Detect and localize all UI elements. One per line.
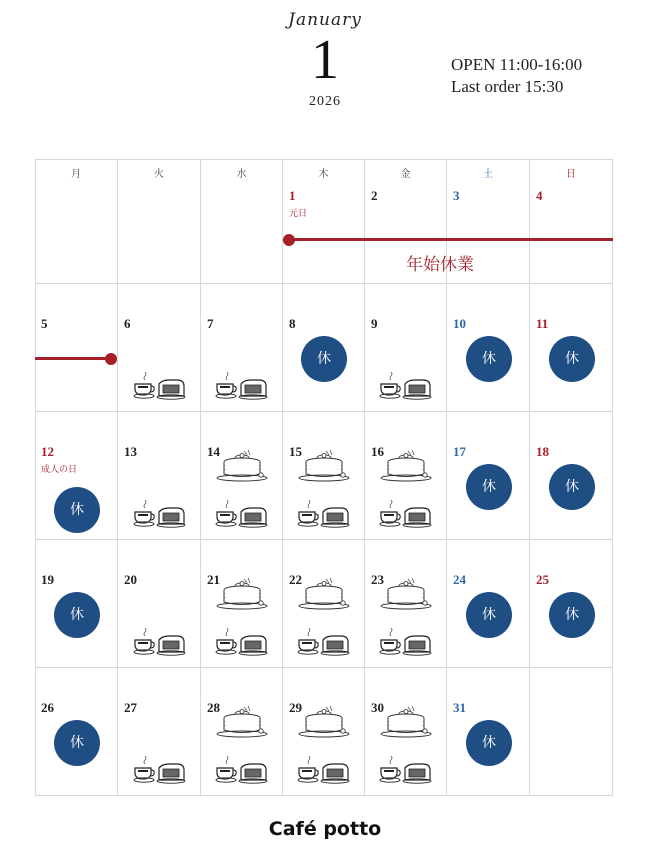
closed-badge: 休 [54,592,100,638]
coffee-toast-icon [379,498,433,532]
closure-end-dot [105,353,117,365]
empty-cell [118,159,201,284]
business-hours [451,54,582,98]
day-number: 3 [453,188,460,203]
day-cell-6 [118,284,201,412]
day-cell-31 [447,668,530,796]
closed-badge: 休 [466,464,512,510]
day-number: 27 [124,700,137,715]
day-cell-8 [283,284,365,412]
day-cell-28 [201,668,283,796]
day-number: 11 [536,316,549,331]
day-cell-20 [118,540,201,668]
day-cell-19 [35,540,118,668]
pancake-icon [297,448,351,486]
closed-badge: 休 [301,336,347,382]
day-cell-14 [201,412,283,540]
month-name: January [288,10,362,30]
day-number: 6 [124,316,131,331]
day-cell-27 [118,668,201,796]
day-number: 28 [207,700,220,715]
weekday-label: 金 [400,169,411,180]
pancake-icon [379,704,433,742]
coffee-toast-icon [133,370,187,404]
day-cell-18 [530,412,613,540]
day-cell-30 [365,668,447,796]
pancake-icon [215,448,269,486]
day-number: 21 [207,572,220,587]
day-cell-21 [201,540,283,668]
coffee-toast-icon [215,370,269,404]
day-cell-7 [201,284,283,412]
day-cell-25 [530,540,613,668]
coffee-toast-icon [133,498,187,532]
day-cell-13 [118,412,201,540]
pancake-icon [297,704,351,742]
day-cell-1 [283,159,365,284]
weekday-label: 日 [566,169,576,180]
weekday-label: 火 [154,169,164,180]
day-cell-29 [283,668,365,796]
day-number: 19 [41,572,54,587]
closed-badge: 休 [549,592,595,638]
day-number: 1 [289,188,296,203]
day-number: 8 [289,316,296,331]
closure-line-continued [35,357,111,360]
day-cell-4 [530,159,613,284]
day-cell-5 [35,284,118,412]
day-cell-24 [447,540,530,668]
holiday-name: 成人の日 [41,465,78,475]
month-number: 1 [311,29,339,91]
coffee-toast-icon [297,498,351,532]
day-cell-12 [35,412,118,540]
day-number: 12 [41,444,54,459]
closed-badge: 休 [54,487,100,533]
coffee-toast-icon [379,370,433,404]
day-number: 20 [124,572,137,587]
coffee-toast-icon [379,754,433,788]
day-number: 31 [453,700,466,715]
last-order: Last order 15:30 [451,77,564,96]
day-cell-11 [530,284,613,412]
day-number: 9 [371,316,378,331]
closure-label: 年始休業 [406,255,474,275]
day-number: 13 [124,444,137,459]
open-hours: OPEN 11:00-16:00 [451,55,583,74]
closed-badge: 休 [549,336,595,382]
day-number: 30 [371,700,384,715]
empty-cell [201,159,283,284]
day-cell-17 [447,412,530,540]
shop-name: Café potto [268,818,382,840]
weekday-label: 水 [236,169,247,180]
pancake-icon [379,576,433,614]
day-number: 7 [207,316,214,331]
coffee-toast-icon [297,754,351,788]
coffee-toast-icon [215,626,269,660]
day-number: 25 [536,572,549,587]
closure-start-dot [283,234,295,246]
coffee-toast-icon [215,754,269,788]
day-cell-9 [365,284,447,412]
day-number: 15 [289,444,302,459]
holiday-name: 元日 [289,209,308,219]
day-cell-23 [365,540,447,668]
day-number: 16 [371,444,384,459]
calendar-grid [35,159,613,796]
day-number: 14 [207,444,220,459]
closed-badge: 休 [54,720,100,766]
closed-badge: 休 [466,592,512,638]
day-number: 24 [453,572,466,587]
day-number: 4 [536,188,543,203]
pancake-icon [297,576,351,614]
pancake-icon [215,576,269,614]
coffee-toast-icon [133,626,187,660]
day-number: 26 [41,700,54,715]
day-cell-22 [283,540,365,668]
coffee-toast-icon [297,626,351,660]
closure-line [289,238,613,241]
day-number: 17 [453,444,466,459]
year: 2026 [309,94,341,109]
day-cell-15 [283,412,365,540]
weekday-label: 月 [71,169,81,180]
pancake-icon [215,704,269,742]
day-number: 23 [371,572,384,587]
day-number: 22 [289,572,302,587]
closed-badge: 休 [466,336,512,382]
day-cell-10 [447,284,530,412]
closed-badge: 休 [466,720,512,766]
day-number: 10 [453,316,466,331]
coffee-toast-icon [379,626,433,660]
pancake-icon [379,448,433,486]
empty-cell [530,668,613,796]
day-number: 2 [371,188,378,203]
day-cell-16 [365,412,447,540]
coffee-toast-icon [133,754,187,788]
closed-badge: 休 [549,464,595,510]
weekday-label: 木 [318,169,329,180]
weekday-label: 土 [483,169,493,180]
day-number: 5 [41,316,48,331]
day-number: 18 [536,444,549,459]
coffee-toast-icon [215,498,269,532]
day-number: 29 [289,700,302,715]
empty-cell [35,159,118,284]
day-cell-26 [35,668,118,796]
